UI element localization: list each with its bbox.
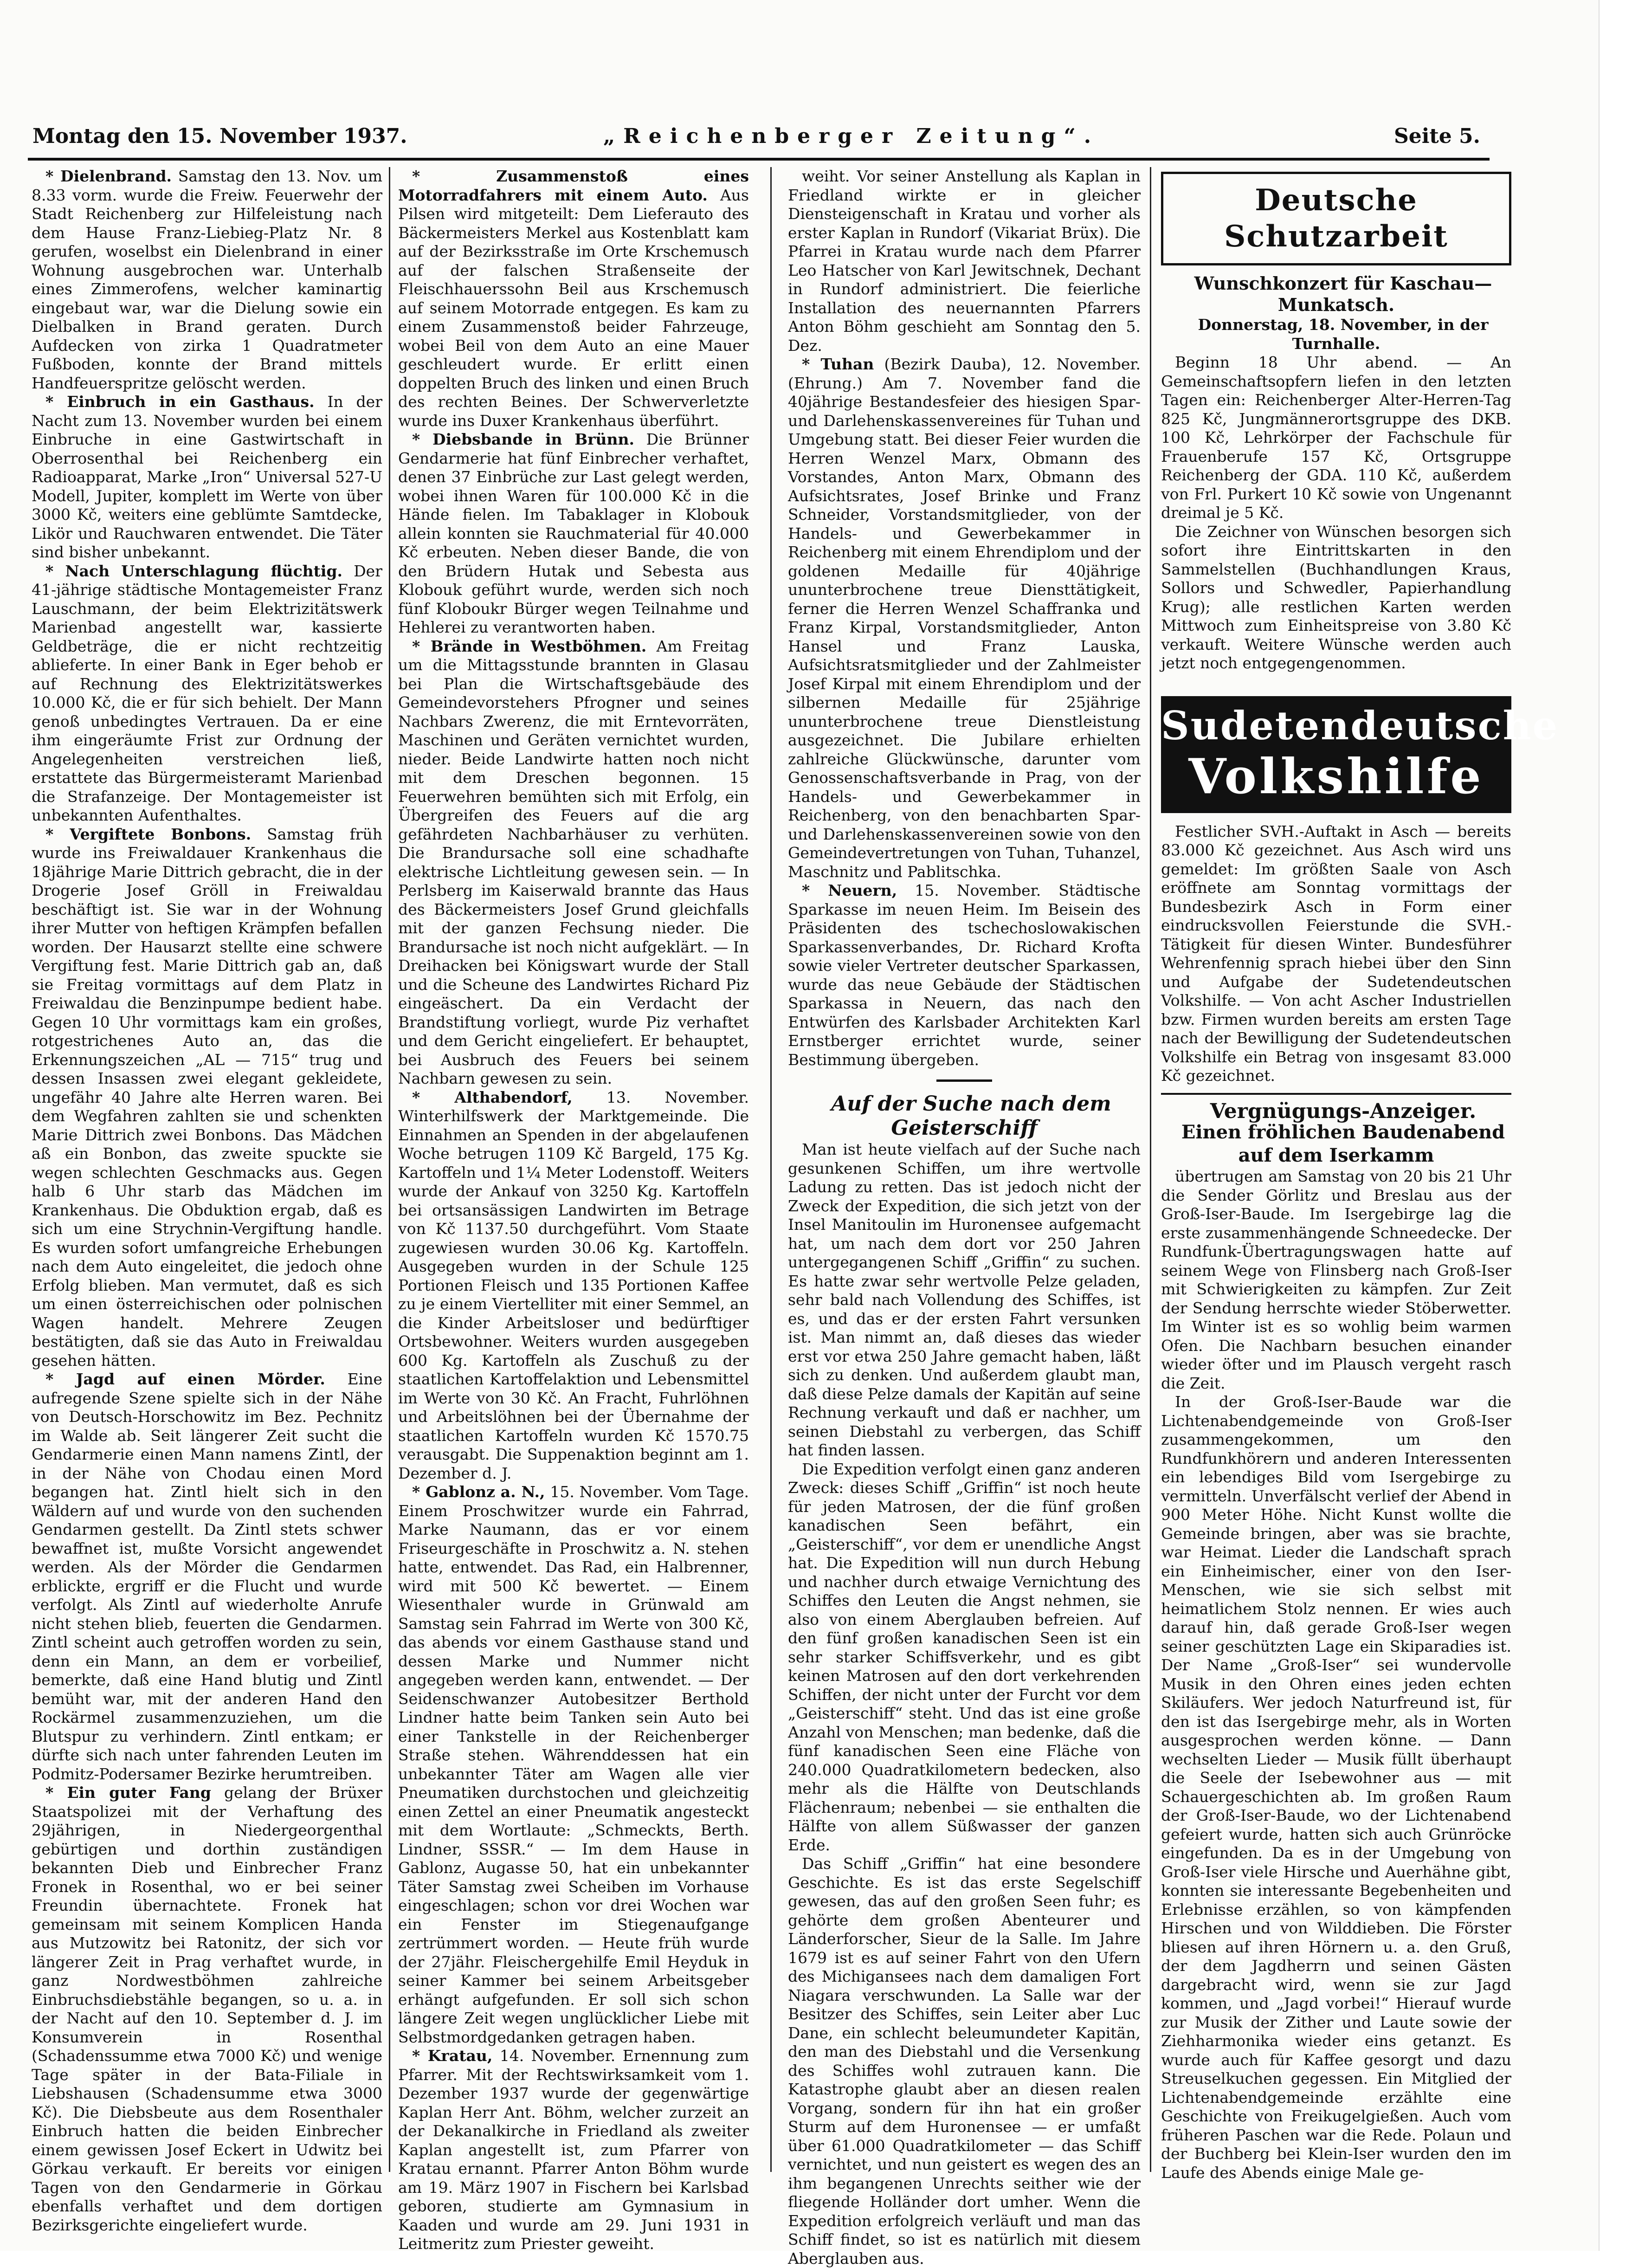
volkshilfe-text: Festlicher SVH.-Auftakt in Asch — bereits 83.000 Kč gezeichnet. Aus Asch wird uns gemeldet: Im größten Saale von Asch eröffnete am Sonntag vormittags der Bundesbezirk Asch in Form einer eindrucksvollen Feierstunde die SVH.-Tätigkeit für diesen Winter. Bundesführer Wehrenfennig sprach hiebei über den Sinn und Aufgabe der Sudetendeutschen Volkshilfe. — Von acht Ascher Industriellen bzw. Firmen wurden bereits am ersten Tage nach der Bewilligung der Sudetendeutschen Volkshilfe ein Betrag von insgesamt 83.000 Kč gezeichnet. <box>1161 822 1511 1085</box>
news-item-text: Eine aufregende Szene spielte sich in der Nähe von Deutsch-Horschowitz im Bez. Pechnitz im Walde ab. Seit längerer Zeit sucht die Gendarmerie einen Mann namens Zintl, der in der Nähe von Chodau einen Mord begangen hat. Zintl hielt sich in den Wäldern auf und wurde von den suchenden Gendarmen gestellt. Da Zintl stets schwer bewaffnet ist, mußte Vorsicht angewendet werden. Als der Mörder die Gendarmen erblickte, ergriff er die Flucht und wurde verfolgt. Als Zintl auf wiederholte Anrufe nicht stehen blieb, feuerten die Gendarmen. Zintl scheint auch getroffen worden zu sein, denn ein Mann, an dem er vorbeilief, bemerkte, daß eine Hand blutig und Zintl bemüht war, mit der anderen Hand den Rockärmel zusammenzuziehen, um die Blutspur zu verhindern. Zintl entkam; er dürfte sich nach unter fahrenden Leuten im Podmitz-Podersamer Bezirke herumtreiben. <box>32 1370 382 1783</box>
column-2 <box>398 167 749 2253</box>
news-item <box>788 1140 1141 1460</box>
news-item-text: In der Nacht zum 13. November wurden bei einem Einbruche in eine Gastwirtschaft in Oberrosenthal bei Reichenberg ein Radioapparat, Marke „Iron“ Universal 527-U Modell, Jupiter, komplett im Werte von über 3000 Kč, weiters eine geblümte Samtdecke, Likör und Rauchwaren entwendet. Die Täter sind bisher unbekannt. <box>32 393 382 561</box>
volkshilfe-banner-line1: Sudetendeutsche <box>1161 702 1559 749</box>
news-item <box>788 167 1141 355</box>
news-item-lead: * Dielenbrand. <box>45 167 172 185</box>
news-item-text: (Bezirk Dauba), 12. November. (Ehrung.) Am 7. November fand die 40jährige Bestandesfeier des hiesigen Spar- und Darlehenskassenvereines für Tuhan und Umgebung statt. Bei dieser Feier wurden die Herren Wenzel Marx, Obmann des Vorstandes, Anton Marx, Obmann des Aufsichtsrates, Josef Brinke und Franz Schneider, Vorstandsmitglieder, von der Handels- und Gewerbekammer in Reichenberg mit einem Ehrendiplom und der goldenen Medaille für 40jährige ununterbrochene treue Diensttätigkeit, ferner die Herren Wenzel Schaffranka und Franz Kirpal, Vorstandsmitglieder, Anton Hansel und Franz Lauska, Aufsichtsratsmitglieder und der Zahlmeister Josef Kirpal mit einem Ehrendiplom und der silbernen Medaille für 25jährige ununterbrochene treue Dienstleistung ausgezeichnet. Die Jubilare erhielten zahlreiche Glückwünsche, darunter vom Genossenschaftsverbande in Prag, von der Handels- und Gewerbekammer in Reichenberg, von den benachbarten Spar- und Darlehenskassenvereinen sowie von den Gemeindevertretungen von Tuhan, Tuhanzel, Maschnitz und Pablitschka. <box>788 355 1141 881</box>
news-item <box>788 1460 1141 1855</box>
header-newspaper-title: „Reichenberger Zeitung“. <box>603 124 1100 148</box>
news-item-text: Die Expedition verfolgt einen ganz anderen Zweck: dieses Schiff „Griffin“ ist noch heute für jeden Matrosen, der die fünf großen kanadischen Seen befährt, ein „Geisterschiff“, vor dem er unendliche Angst hat. Die Expedition will nun durch Hebung und nachher durch etwaige Vernichtung des Schiffes den Leuten die Angst nehmen, sie also von einem Aberglauben befreien. Auf den fünf großen kanadischen Seen ist ein sehr starker Schiffsverkehr, und es gibt keinen Matrosen auf den dort verkehrenden Schiffen, der nicht unter der Furcht vor dem „Geisterschiff“ steht. Und das ist eine große Anzahl von Menschen; man bedenke, daß die fünf kanadischen Seen eine Fläche von 240.000 Quadratkilometern bedecken, also mehr als die Hälfte von Deutschlands Flächenraum; nebenbei — sie enthalten die Hälfte von allem Süßwasser der ganzen Erde. <box>788 1460 1141 1854</box>
wunschkonzert-date: Donnerstag, 18. November, in der Turnhalle. <box>1198 316 1489 353</box>
schutzarbeit-box <box>1161 172 1511 265</box>
news-item <box>788 1854 1141 2268</box>
news-item <box>32 562 382 825</box>
news-item <box>788 881 1141 1069</box>
news-item <box>32 1370 382 1783</box>
article-separator <box>936 1079 992 1082</box>
news-item <box>788 355 1141 881</box>
baudenabend-text-2: In der Groß-Iser-Baude war die Lichtenabendgemeinde von Groß-Iser zusammengekommen, um den Rundfunkhörern und anderen Interessenten ein lebendiges Bild vom Isergebirge zu vermitteln. Unverfälscht verlief der Abend in 900 Meter Höhe. Nicht Kunst wollte die Gemeinde bringen, aber was sie brachte, war Heimat. Lieder die Landschaft sprach ein Einheimischer, einer von den Iser-Menschen, wie sie sich selbst mit heimatlichem Stolz nennen. Er wies auch darauf hin, daß gerade Groß-Iser wegen seiner geschützten Lage ein Skiparadies ist. Der Name „Groß-Iser“ sei wundervolle Musik in den Ohren eines jeden echten Skiläufers. Wer jedoch Naturfreund ist, für den ist das Isergebirge mehr, als in Worten ausgesprochen werden könne. — Dann wechselten Lieder — Musik füllt überhaupt die Seele der Isebewohner aus — mit Schauergeschichten ab. Im großen Raum der Groß-Iser-Baude, wo der Lichtenabend gefeiert wurde, hatten sich auch Grünröcke eingefunden. Da es in der Umgebung von Groß-Iser viele Hirsche und Auerhähne gibt, konnten sie interessante Begebenheiten und Erlebnisse erzählen, so von kämpfenden Hirschen und von Wilddieben. Die Förster bliesen auf ihren Hörnern u. a. den Gruß, der dem Jagdherrn und seinen Gästen dargebracht wird, wenn sie zur Jagd kommen, und „Jagd vorbei!“ Hierauf wurde zur Musik der Zither und Laute sowie der Ziehharmonika wieder eins getanzt. Es wurde auch für Kaffee gesorgt und dazu Streuselkuchen gegessen. Ein Mitglied der Lichtenabendgemeinde erzählte eine Geschichte von Freikugelgießen. Auch vom früheren Paschen war die Rede. Polaun und der Buchberg bei Klein-Iser wurden den im Laufe des Abends einige Male ge- <box>1161 1393 1511 2182</box>
news-item-text: Am Freitag um die Mittagsstunde brannten in Glasau bei Plan die Wirtschaftsgebäude des Gemeindevorstehers Pfrogner und seines Nachbars Zwerenz, die mit Erntevorräten, Maschinen und Geräten vernichtet wurden, nieder. Beide Landwirte hatten noch nicht mit dem Dreschen begonnen. 15 Feuerwehren bemühten sich mit Erfolg, ein Übergreifen des Feuers auf die arg gefährdeten Nachbarhäuser zu verhüten. Die Brandursache soll eine schadhafte elektrische Lichtleitung gewesen sein. — In Perlsberg im Kaiserwald brannte das Haus des Bäckermeisters Josef Grund gleichfalls mit der ganzen Fechsung nieder. Die Brandursache ist noch nicht aufgeklärt. — In Dreihacken bei Königswart wurde der Stall und die Scheune des Landwirtes Richard Piz eingeäschert. Da ein Verdacht der Brandstiftung vorliegt, wurde Piz verhaftet und dem Gericht eingeliefert. Er behauptet, bei Ausbruch des Feuers bei seinem Nachbarn gewesen zu sein. <box>398 637 749 1087</box>
page-margin <box>1599 0 1632 2251</box>
news-item-lead: * Einbruch in ein Gasthaus. <box>45 393 315 411</box>
news-item <box>398 1088 749 1483</box>
article-heading: Auf der Suche nach dem Geisterschiff <box>831 1092 1111 1140</box>
news-item-text: 15. November. Städtische Sparkasse im neuen Heim. Im Beisein des Präsidenten des tschechoslowakischen Sparkassenverbandes, Dr. Richard Krofta sowie vieler Vertreter deutscher Sparkassen, wurde das neue Gebäude der Städtischen Sparkassa in Neuern, das nach den Entwürfen des Karlsbader Architekten Karl Ernstberger errichtet wurde, seiner Bestimmung übergeben. <box>788 881 1141 1069</box>
news-item-lead: * Vergiftete Bonbons. <box>45 825 252 843</box>
news-item <box>398 430 749 637</box>
news-item-text: gelang der Brüxer Staatspolizei mit der Verhaftung des 29jährigen, in Niedergeorgenthal gebürtigen und dorthin zuständigen bekannten Dieb und Einbrecher Franz Fronek in Rosenthal, wo er bei seiner Freundin übernachtete. Fronek hat gemeinsam mit seinem Komplicen Handa aus Mutzowitz bei Ratonitz, der sich vor längerer Zeit in Prag verhaftet wurde, in ganz Nordwestböhmen zahlreiche Einbruchsdiebstähle begangen, so u. a. in der Nacht auf den 10. September d. J. im Konsumverein in Rosenthal (Schadenssumme etwa 7000 Kč) und wenige Tage später in der Bata-Filiale in Liebshausen (Schadensumme etwa 3000 Kč). Die Diebsbeute aus dem Rosenthaler Einbruch hatten die beiden Einbrecher einem gewissen Josef Eckert in Udwitz bei Görkau verkauft. Er bereits vor einigen Tagen von den Gendarmerie in Görkau ebenfalls verhaftet und dem dortigen Bezirksgerichte eingeliefert wurde. <box>32 1783 382 2234</box>
schutzarbeit-title: Deutsche Schutzarbeit <box>1224 183 1448 254</box>
news-item-text: Der 41-jährige städtische Montagemeister Franz Lauschmann, der beim Elektrizitätswerk Marienbad angestellt war, kassierte Geldbeträge, die er nicht rechtzeitig ablieferte. In einer Bank in Eger behob er auf Rechnung des Elektrizitätswerkes 10.000 Kč, die er für sich behielt. Der Mann genoß unbedingtes Vertrauen. Da er eine ihm eingeräumte Frist zur Ordnung der Angelegenheiten verstreichen ließ, erstattete das Bürgermeisteramt Marienbad die Strafanzeige. Der Montagemeister ist unbekannten Aufenthaltes. <box>32 562 382 824</box>
news-item-text: Die Brünner Gendarmerie hat fünf Einbrecher verhaftet, denen 37 Einbrüche zur Last gelegt werden, wobei ihnen Waren für 100.000 Kč in die Hände fielen. Im Tabaklager in Klobouk allein konnten sie Rauchmaterial für 40.000 Kč erbeuten. Neben dieser Bande, die von den Brüdern Hutak und Sebesta aus Klobouk geführt wurde, werden sich noch fünf Kloboukr Bürger wegen Teilnahme und Hehlerei zu verantworten haben. <box>398 430 749 636</box>
vergnuegungs-anzeiger-heading: Vergnügungs-Anzeiger. <box>1210 1099 1477 1123</box>
news-item-text: Das Schiff „Griffin“ hat eine besondere Geschichte. Es ist das erste Segelschiff gewesen, das auf den großen Seen fuhr; es gehörte dem großen Abenteurer und Länderforscher, Sieur de la Salle. Im Jahre 1679 ist es auf seiner Fahrt von den Ufern des Michigansees nach dem damaligen Fort Niagara verschwunden. La Salle war der Besitzer des Schiffes, sein Leiter aber Luc Dane, ein schlecht beleumundeter Kapitän, den man des Diebstahl und die Versenkung des Schiffes wohl zutrauen kann. Die Katastrophe glaubt aber an diesen realen Vorgang, sondern für ihn hat ein großer Sturm auf dem Huronensee — er umfaßt über 61.000 Quadratkilometer — das Schiff vernichtet, und nun geistert es wegen des an ihm begangenen Unrechts seither wie der fliegende Holländer dort umher. Wenn die Expedition erfolgreich verläuft und man das Schiff findet, so ist es natürlich mit diesem Aberglauben aus. <box>788 1854 1141 2268</box>
column-rule <box>1150 167 1151 2172</box>
news-item <box>32 825 382 1370</box>
baudenabend-heading: Einen fröhlichen Baudenabend auf dem Iserkamm <box>1181 1121 1505 1166</box>
news-item <box>398 2047 749 2254</box>
news-item-text: 15. November. Vom Tage. Einem Proschwitzer wurde ein Fahrrad, Marke Naumann, das er vor einem Friseurgeschäfte in Proschwitz a. N. stehen hatte, entwendet. Das Rad, ein Halbrenner, wird mit 500 Kč bewertet. — Einem Wiesenthaler wurde in Grünwald am Samstag sein Fahrrad im Werte von 300 Kč, das abends vor einem Gasthause stand und dessen Marke und Nummer nicht angegeben werden kann, entwendet. — Der Seidenschwanzer Autobesitzer Berthold Lindner hatte beim Tanken sein Auto bei einer Tankstelle in der Reichenberger Straße stehen. Währenddessen hat ein unbekannter Täter am Wagen alle vier Pneumatiken durchstochen und gleichzeitig einen Zettel an einer Pneumatik angesteckt mit dem Wortlaute: „Schmeckts, Berth. Lindner, SSSR.“ — Im dem Hause in Gablonz, Augasse 50, hat ein unbekannter Täter Samstag zwei Scheiben im Vorhause eingeschlagen; schon vor drei Wochen war ein Fenster im Stiegenaufgange zertrümmert worden. — Heute früh wurde der 27jähr. Fleischergehilfe Emil Heyduk in seiner Kammer bei seinem Arbeitsgeber erhängt aufgefunden. Er soll sich schon längere Zeit wegen unglücklicher Liebe mit Selbstmordgedanken getragen haben. <box>398 1483 749 2046</box>
news-item <box>32 1783 382 2235</box>
news-item-text: Samstag den 13. Nov. um 8.33 vorm. wurde die Freiw. Feuerwehr der Stadt Reichenberg zur Hilfeleistung nach dem Hause Franz-Liebieg-Platz Nr. 8 gerufen, woselbst ein Dielenbrand in einer Wohnung ausgebrochen war. Unterhalb eines Zimmerofens, welcher kaminartig eingebaut war, war die Dielung sowie ein Dielbalken in Brand geraten. Durch Aufdecken von zirka 1 Quadratmeter Fußboden, konnte der Brand mittels Handfeuerspritze gelöscht werden. <box>32 167 382 392</box>
baudenabend-text: übertrugen am Samstag von 20 bis 21 Uhr die Sender Görlitz und Breslau aus der Groß-Iser-Baude. Im Isergebirge lag die erste zusammenhängende Schneedecke. Der Rundfunk-Übertragungswagen hatte auf seinem Wege von Flinsberg nach Groß-Iser mit Schwierigkeiten zu kämpfen. Zur Zeit der Sendung herrschte wieder Stöberwetter. Im Winter ist es so wohlig beim warmen Ofen. Die Nachbarn besuchen einander wieder öfter und im Plausch vergeht rasch die Zeit. <box>1161 1167 1511 1392</box>
header-date: Montag den 15. November 1937. <box>32 124 407 148</box>
news-item-text: 13. November. Winterhilfswerk der Marktgemeinde. Die Einnahmen an Spenden in der abgelaufenen Woche betrugen 1109 Kč Bargeld, 175 Kg. Kartoffeln und 1¼ Meter Lodenstoff. Weiters wurde der Ankauf von 3250 Kg. Kartoffeln bei ortsansässigen Landwirten im Betrage von Kč 1137.50 durchgeführt. Vom Staate zugewiesen wurden 30.06 Kg. Kartoffeln. Ausgegeben wurden in der Schule 125 Portionen Fleisch und 135 Portionen Kaffee zu je einem Viertelliter mit einer Semmel, an die Kinder Arbeitsloser und bedürftiger Ortsbewohner. Weiters wurden ausgegeben 600 Kg. Kartoffeln als Zuschuß zu der staatlichen Kartoffelaktion und Lebensmittel im Werte von 30 Kč. An Fracht, Fuhrlöhnen und Arbeitslöhnen bei der Übernahme der staatlichen Kartoffeln wurden Kč 1570.75 verausgabt. Die Suppenaktion beginnt am 1. Dezember d. J. <box>398 1088 749 1482</box>
page-header <box>28 116 1490 161</box>
volkshilfe-banner <box>1161 696 1559 813</box>
news-item-text: 14. November. Ernennung zum Pfarrer. Mit der Rechtswirksamkeit vom 1. Dezember 1937 wurde der gegenwärtige Kaplan Herr Ant. Böhm, welcher zurzeit an der Dekanalkirche in Friedland als zweiter Kaplan angestellt ist, zum Pfarrer von Kratau ernannt. Pfarrer Anton Böhm wurde am 19. März 1907 in Fischern bei Karlsbad geboren, studierte am Gymnasium in Kaaden und wurde am 29. Juni 1931 in Leitmeritz zum Priester geweiht. <box>398 2047 749 2253</box>
column-rule <box>770 167 772 2172</box>
wunschkonzert-heading: Wunschkonzert für Kaschau—Munkatsch. <box>1194 273 1492 315</box>
wunschkonzert-text-2: Die Zeichner von Wünschen besorgen sich sofort ihre Eintrittskarten in den Sammelstellen (Buchhandlungen Kraus, Sollors und Schwedler, Papierhandlung Krug); alle restlichen Karten werden Mittwoch zum Einheitspreise von 3.80 Kč verkauft. Weitere Wünsche werden auch jetzt noch entgegengenommen. <box>1161 522 1511 672</box>
news-item <box>32 393 382 562</box>
wunschkonzert-text: Beginn 18 Uhr abend. — An Gemeinschaftsopfern liefen in den letzten Tagen ein: Reichenberger Alter-Herren-Tag 825 Kč, Jungmännerortsgruppe des DKB. 100 Kč, Lehrkörper der Fachschule für Frauenberufe 157 Kč, Ortsgruppe Reichenberg der GDA. 110 Kč, außerdem von Frl. Purkert 10 Kč sowie von Ungenannt dreimal je 5 Kč. <box>1161 353 1511 522</box>
news-item-lead: * Kratau, <box>412 2047 493 2065</box>
news-item-text: Samstag früh wurde ins Freiwaldauer Krankenhaus die 18jährige Marie Dittrich gebracht, die in der Drogerie Josef Gröll in Freiwaldau beschäftigt ist. Sie war in der Wohnung ihrer Mutter von heftigen Krämpfen befallen worden. Der Hausarzt stellte eine schwere Vergiftung fest. Marie Dittrich gab an, daß sie Freitag vormittags auf dem Platz in Freiwaldau die Benzinpumpe bedient habe. Gegen 10 Uhr vormittags kam ein großes, rotgestrichenes Auto an, das die Erkennungszeichen „AL — 715“ trug und dessen Insassen zwei elegant gekleidete, ungefähr 40 Jahre alte Herren waren. Bei dem Wegfahren zahlten sie und schenkten Marie Dittrich zwei Bonbons. Das Mädchen aß ein Bonbon, das zweite spuckte sie wegen schlechten Geschmacks aus. Gegen halb 6 Uhr starb das Mädchen im Krankenhaus. Die Obduktion ergab, daß es sich um eine Strychnin-Vergiftung handle. Es wurden sofort umfangreiche Erhebungen nach dem Auto eingeleitet, die jedoch ohne Erfolg blieben. Man vermutet, daß es sich um einen österreichischen oder polnischen Wagen handelt. Mehrere Zeugen bestätigten, daß sie das Auto in Freiwaldau gesehen hätten. <box>32 825 383 1370</box>
news-item-lead: * Ein guter Fang <box>45 1783 211 1802</box>
news-item <box>398 167 749 430</box>
news-item-lead: * Zusammenstoß eines Motorradfahrers mit einem Auto. <box>398 167 749 204</box>
news-item-lead: * Nach Unterschlagung flüchtig. <box>45 562 343 580</box>
news-item-text: weiht. Vor seiner Anstellung als Kaplan in Friedland wirkte er in gleicher Diensteigenschaft in Kratau und vorher als erster Kaplan in Rundorf (Vikariat Brüx). Die Pfarrei in Kratau wurde nach dem Pfarrer Leo Hatscher von Karl Jewitschnek, Dechant in Rundorf administriert. Die feierliche Installation des neuernannten Pfarrers Anton Böhm geschieht am Sonntag den 5. Dez. <box>788 167 1141 355</box>
news-item <box>32 167 382 393</box>
news-item-lead: * Brände in Westböhmen. <box>412 637 647 655</box>
column-3 <box>788 167 1141 2268</box>
column-rule <box>389 167 390 2172</box>
news-item-text: Man ist heute vielfach auf der Suche nach gesunkenen Schiffen, um ihre wertvolle Ladung zu retten. Das ist jedoch nicht der Zweck der Expedition, die sich jetzt von der Insel Manitoulin im Huronensee aufgemacht hat, um nach dem dort vor 250 Jahren untergegangenen Schiff „Griffin“ zu suchen. Es hatte zwar sehr wertvolle Pelze geladen, sehr bald nach Vollendung des Schiffes, ist es, und das er der ersten Fahrt versunken ist. Man nimmt an, daß dieses das wieder erst vor etwa 250 Jahre gemacht haben, läßt sich zu denken. Und außerdem glaubt man, daß diese Pelze damals der Kapitän auf seine Rechnung verkauft und daß er nachher, um seinen Diebstahl zu verbergen, das Schiff hat finden lassen. <box>788 1140 1141 1459</box>
volkshilfe-banner-line2: Volkshilfe <box>1188 747 1484 805</box>
news-item-lead: * Tuhan <box>802 355 874 373</box>
news-item <box>398 1483 749 2047</box>
news-item-lead: * Althabendorf, <box>412 1088 573 1106</box>
column-4 <box>1161 167 1559 2182</box>
header-page-number: Seite 5. <box>1393 124 1480 148</box>
news-item-lead: * Jagd auf einen Mörder. <box>45 1370 325 1388</box>
news-item-lead: * Diebsbande in Brünn. <box>412 430 634 448</box>
news-item <box>398 637 749 1088</box>
news-item-lead: * Neuern, <box>802 881 897 899</box>
section-divider <box>1161 1093 1511 1095</box>
news-item-lead: * Gablonz a. N., <box>412 1483 545 1501</box>
column-1 <box>32 167 383 2234</box>
news-item-text: Aus Pilsen wird mitgeteilt: Dem Lieferauto des Bäckermeisters Merkel aus Kostenblatt kam auf der Bezirksstraße im Orte Krschemusch auf der falschen Straßenseite der Fleischhauerssohn Beil aus Krschemusch auf seinem Motorrade entgegen. Es kam zu einem Zusammenstoß beider Fahrzeuge, wobei Beil von dem Auto an eine Mauer geschleudert wurde. Er erlitt einen doppelten Bruch des linken und einen Bruch des rechten Beines. Der Schwerverletzte wurde ins Duxer Krankenhaus überführt. <box>398 186 749 430</box>
